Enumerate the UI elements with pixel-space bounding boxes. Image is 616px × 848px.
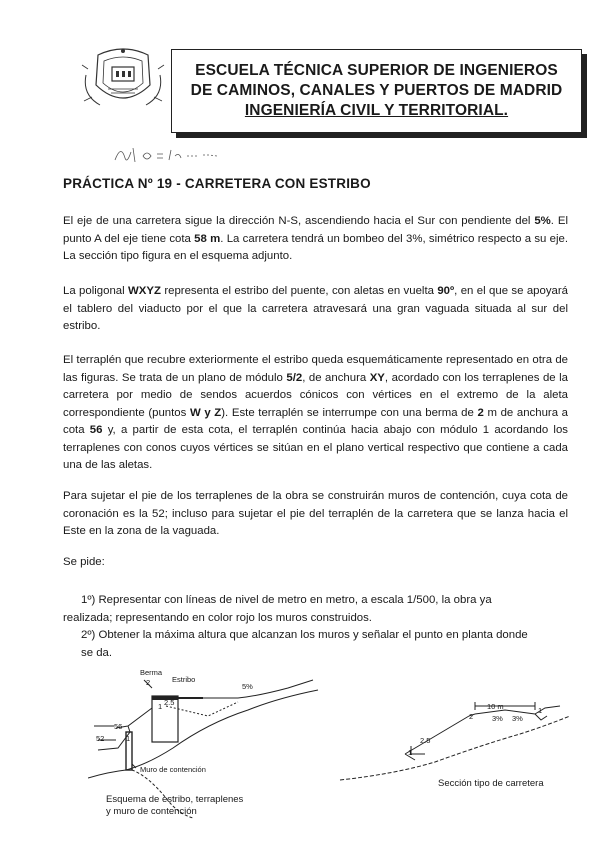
ratio-1-right-label: 1 [538, 706, 543, 715]
ratio-1-label: 1 [126, 734, 131, 743]
slope-5pct-label: 5% [242, 682, 253, 691]
task-item-1: 1º) Representar con líneas de nivel de metro en metro, a escala 1/500, la obra ya realizada; representando en color rojo los muros construidos. [63, 594, 492, 624]
ratio-1b-label: 1 [158, 702, 163, 711]
se-pide-label: Se pide: [63, 556, 105, 568]
paragraph-4: Para sujetar el pie de los terraplenes de la obra se construirán muros de contención, cuya cota de coronación es la 52; incluso para sujetar el pie del terraplén de la carretera que se lanza hacia el Este en la zona de la vaguada. [63, 490, 568, 537]
header-line-3: INGENIERÍA CIVIL Y TERRITORIAL. [244, 102, 509, 119]
camber-3pct-right-label: 3% [512, 714, 523, 723]
width-10m-label: 10 m [487, 702, 504, 711]
handwritten-note [113, 138, 223, 166]
ratio-2-label: 2 [469, 712, 474, 721]
task-item-2: 2º) Obtener la máxima altura que alcanzan los muros y señalar el punto en planta donde se da. [81, 629, 528, 659]
practice-title: PRÁCTICA Nº 19 - CARRETERA CON ESTRIBO [63, 176, 371, 191]
camber-3pct-left-label: 3% [492, 714, 503, 723]
estribo-label: Estribo [172, 675, 196, 684]
task-list [63, 592, 568, 662]
diagram-2-caption: Sección tipo de carretera [438, 778, 544, 789]
level-56-label: 56 [114, 722, 123, 731]
paragraph-3: El terraplén que recubre exteriormente el estribo queda esquemáticamente representado en otra de las figuras. Se trata de un plano de módulo 5/2, de anchura XY, acordado con los terraplenes de la carretera por medio de sendos acuerdos cónicos con vértices en el extremo de la aleta correspondiente (puntos W y Z). Este terraplén se interrumpe con una berma de 2 m de anchura a cota 56 y, a partir de esta cota, el terraplén continúa hacia abajo con módulo 1 acordando los terraplenes con conos cuyos vértices se sitúan en el plano vertical respectivo que contiene a cada una de las aletas. [63, 354, 568, 471]
berma-width-label: 2 [146, 678, 151, 687]
berma-label: Berma [140, 668, 163, 677]
muro-label: Muro de contención [140, 765, 206, 774]
diagram-1-caption: Esquema de estribo, terraplenes y muro de contención [106, 794, 244, 817]
paragraph-2: La poligonal WXYZ representa el estribo del puente, con aletas en vuelta 90º, en el que se apoyará el tablero del viaducto por el que la carretera atravesará una gran vaguada situada al sur del estribo. [63, 285, 568, 332]
header-line-2: DE CAMINOS, CANALES Y PUERTOS DE MADRID [190, 82, 563, 99]
school-seal-logo [78, 45, 168, 113]
header-box [171, 49, 582, 133]
ratio-1-section-label: 1 [408, 748, 413, 757]
paragraph-1: El eje de una carretera sigue la dirección N-S, ascendiendo hacia el Sur con pendiente del 5%. El punto A del eje tiene cota 58 m. La carretera tendrá un bombeo del 3%, simétrico respecto a su eje. La sección tipo figura en el esquema adjunto. [63, 215, 569, 262]
modulus-25-label: 2.5 [164, 698, 175, 707]
modulus-25-section-label: 2.5 [420, 736, 431, 745]
header-line-1: ESCUELA TÉCNICA SUPERIOR DE INGENIEROS [195, 62, 558, 79]
level-52-label: 52 [96, 734, 105, 743]
